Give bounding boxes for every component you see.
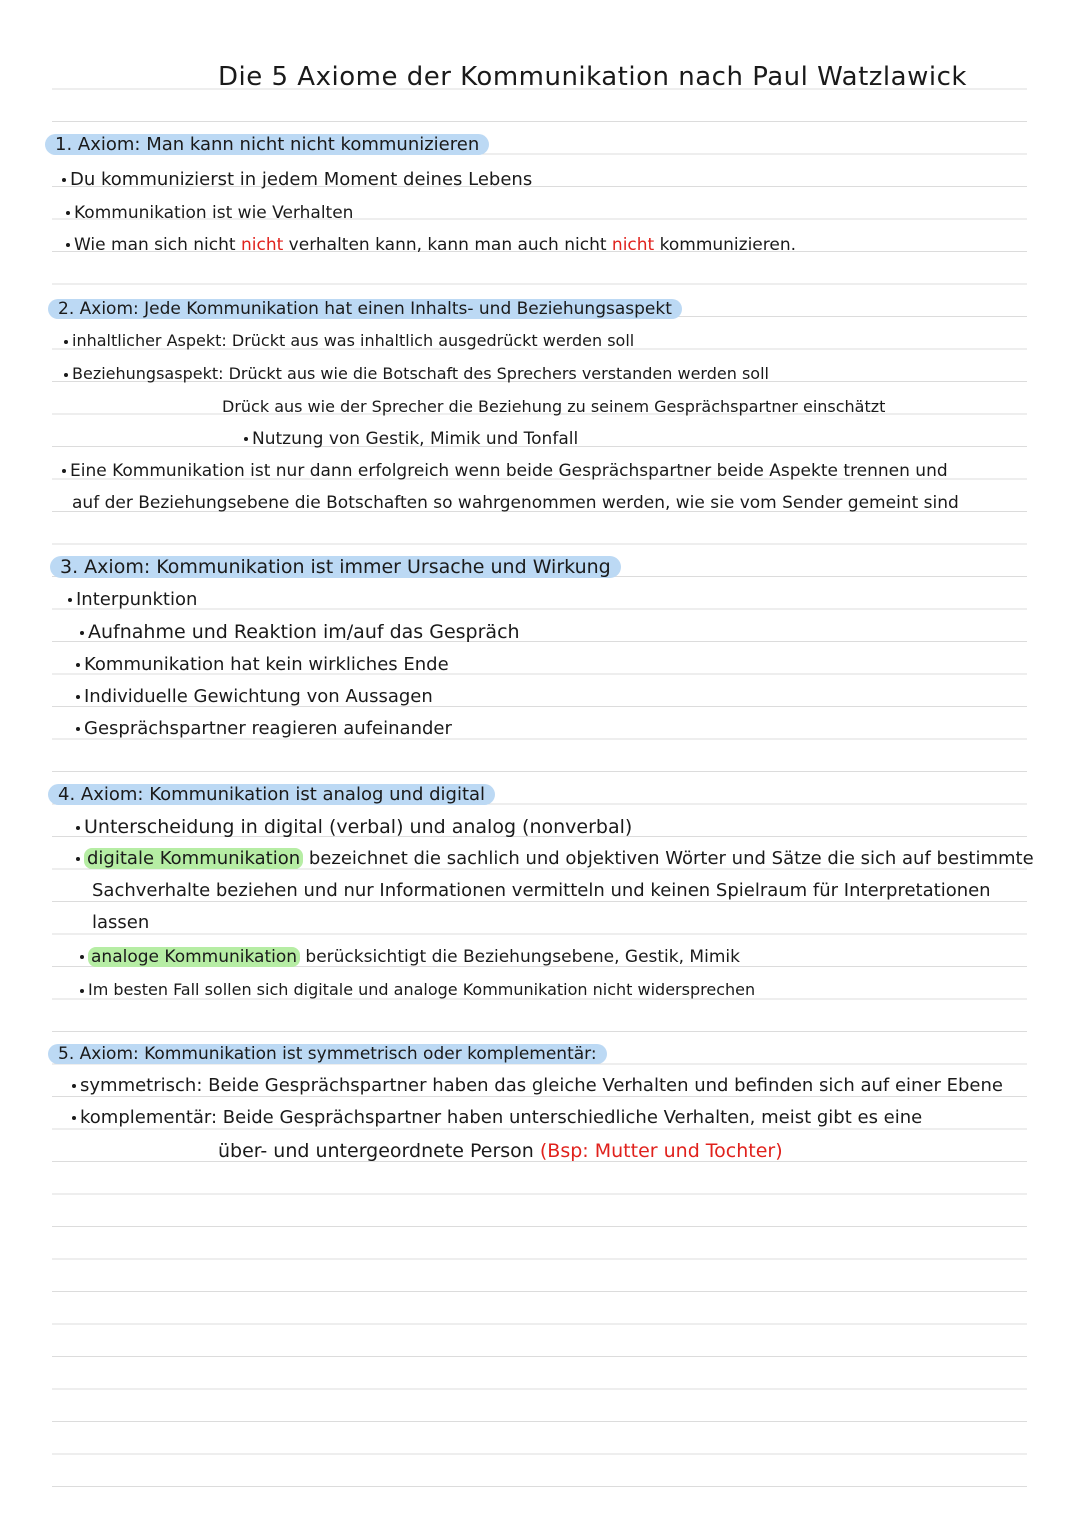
axiom4-analog-highlight: analoge Kommunikation (88, 947, 300, 967)
axiom3-sub1-text: Aufnahme und Reaktion im/auf das Gespräch (88, 621, 520, 643)
axiom1-bullet3-red2: nicht (611, 235, 655, 255)
axiom2-bullet2-cont: Drück aus wie der Sprecher die Beziehung zu seinem Gesprächspartner einschätzt (222, 397, 886, 416)
axiom3-sub2 (76, 653, 449, 677)
axiom1-bullet2-text: Kommunikation ist wie Verhalten (74, 203, 354, 223)
axiom5-heading-text: 5. Axiom: Kommunikation ist symmetrisch oder komplementär: (48, 1044, 607, 1064)
bullet-dot-icon (72, 1084, 76, 1088)
bullet-dot-icon (66, 243, 70, 247)
axiom1-bullet3-red1: nicht (240, 235, 284, 255)
axiom2-bullet3 (62, 459, 948, 483)
bullet-dot-icon (80, 989, 84, 993)
axiom2-bullet3-text: Eine Kommunikation ist nur dann erfolgreich wenn beide Gesprächspartner beide Aspekte trennen und (70, 461, 948, 481)
axiom5-bullet2-cont (218, 1139, 783, 1163)
axiom5-bullet1-text: symmetrisch: Beide Gesprächspartner haben das gleiche Verhalten und befinden sich auf einer Ebene (80, 1075, 1003, 1096)
axiom3-heading (60, 555, 621, 579)
axiom2-bullet1 (64, 329, 634, 353)
axiom4-bullet2-cont2: lassen (92, 912, 150, 933)
axiom3-sub3-text: Individuelle Gewichtung von Aussagen (84, 686, 433, 707)
axiom2-bullet2 (64, 362, 769, 386)
axiom3-sub3 (76, 685, 433, 709)
bullet-dot-icon (244, 437, 248, 441)
bullet-dot-icon (64, 373, 68, 377)
axiom3-sub1 (80, 620, 520, 644)
bullet-dot-icon (80, 955, 84, 959)
bullet-dot-icon (68, 598, 72, 602)
axiom3-heading-text: 3. Axiom: Kommunikation ist immer Ursache und Wirkung (50, 556, 621, 578)
axiom4-bullet1 (76, 815, 632, 839)
axiom4-bullet3 (80, 945, 740, 969)
axiom5-heading (58, 1042, 607, 1066)
axiom4-bullet3-text: berücksichtigt die Beziehungsebene, Gestik, Mimik (300, 947, 740, 967)
bullet-dot-icon (64, 340, 68, 344)
axiom2-sub-bullet-text: Nutzung von Gestik, Mimik und Tonfall (252, 429, 579, 449)
axiom2-bullet3-cont: auf der Beziehungsebene die Botschaften so wahrgenommen werden, wie sie vom Sender gemeint sind (72, 493, 959, 513)
axiom4-bullet4 (80, 978, 755, 1002)
axiom2-heading (58, 297, 682, 321)
axiom1-bullet1 (62, 168, 532, 192)
bullet-dot-icon (76, 826, 80, 830)
bullet-dot-icon (76, 857, 80, 861)
bullet-dot-icon (76, 663, 80, 667)
axiom1-bullet1-text: Du kommunizierst in jedem Moment deines Lebens (70, 169, 533, 190)
axiom2-heading-text: 2. Axiom: Jede Kommunikation hat einen Inhalts- und Beziehungsaspekt (48, 299, 682, 319)
axiom2-bullet1-text: inhaltlicher Aspekt: Drückt aus was inhaltlich ausgedrückt werden soll (72, 331, 635, 350)
axiom2-bullet2-text: Beziehungsaspekt: Drückt aus wie die Botschaft des Sprechers verstanden werden soll (72, 364, 769, 383)
axiom4-bullet4-text: Im besten Fall sollen sich digitale und analoge Kommunikation nicht widersprechen (88, 980, 756, 999)
axiom4-digital-highlight: digitale Kommunikation (84, 848, 303, 869)
axiom5-bullet1 (72, 1074, 1003, 1098)
axiom1-bullet2 (66, 201, 353, 225)
axiom1-bullet3-part3: kommunizieren. (654, 235, 797, 255)
axiom3-bullet1-text: Interpunktion (76, 589, 198, 610)
page-title: Die 5 Axiome der Kommunikation nach Paul Watzlawick (218, 62, 967, 92)
axiom1-bullet3-part1: Wie man sich nicht (74, 235, 241, 255)
axiom5-bullet2 (72, 1106, 922, 1130)
axiom3-bullet1 (68, 588, 197, 612)
bullet-dot-icon (76, 727, 80, 731)
axiom4-bullet1-text: Unterscheidung in digital (verbal) und analog (nonverbal) (84, 816, 633, 838)
axiom4-bullet2-cont1: Sachverhalte beziehen und nur Informationen vermitteln und keinen Spielraum für Interpretationen (92, 880, 991, 901)
axiom1-heading (55, 133, 489, 157)
axiom5-example: (Bsp: Mutter und Tochter) (539, 1140, 783, 1162)
axiom2-sub-bullet (244, 427, 578, 451)
axiom3-sub4-text: Gesprächspartner reagieren aufeinander (84, 718, 452, 739)
bullet-dot-icon (72, 1116, 76, 1120)
axiom3-sub2-text: Kommunikation hat kein wirkliches Ende (84, 654, 449, 675)
axiom1-bullet3 (66, 233, 796, 257)
bullet-dot-icon (62, 469, 66, 473)
axiom4-heading (58, 783, 495, 807)
axiom5-bullet2-cont-text: über- und untergeordnete Person (218, 1140, 540, 1162)
axiom4-heading-text: 4. Axiom: Kommunikation ist analog und digital (48, 784, 495, 805)
axiom5-bullet2-text: komplementär: Beide Gesprächspartner haben unterschiedliche Verhalten, meist gibt es eine (80, 1107, 923, 1128)
axiom4-bullet2 (76, 847, 1034, 871)
axiom3-sub4 (76, 717, 452, 741)
axiom1-bullet3-part2: verhalten kann, kann man auch nicht (283, 235, 612, 255)
axiom1-heading-text: 1. Axiom: Man kann nicht nicht kommunizieren (45, 134, 489, 155)
bullet-dot-icon (76, 695, 80, 699)
bullet-dot-icon (62, 178, 66, 182)
bullet-dot-icon (80, 631, 84, 635)
axiom4-bullet2-text: bezeichnet die sachlich und objektiven Wörter und Sätze die sich auf bestimmte (303, 848, 1034, 869)
bullet-dot-icon (66, 211, 70, 215)
